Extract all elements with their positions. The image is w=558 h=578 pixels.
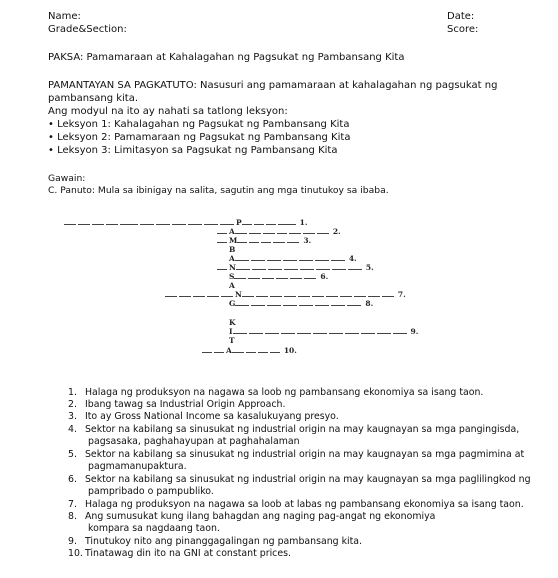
puzzle-number: 4.	[348, 254, 357, 263]
question-continuation: pagsasaka, paghahayupan at paghahalaman	[88, 435, 300, 447]
puzzle-number: 10.	[283, 346, 297, 355]
puzzle-number: 5.	[365, 263, 374, 272]
puzzle-key-letter: N	[229, 263, 236, 272]
puzzle-key-letter: A	[229, 281, 235, 290]
puzzle-row-12[interactable]	[229, 327, 418, 336]
leksyon-1: • Leksyon 1: Kahalagahan ng Pagsukat ng Pambansang Kita	[48, 119, 350, 130]
puzzle-key-letter: A	[226, 346, 232, 355]
question-text: Sektor na kabilang sa sinusukat ng industrial origin na may kaugnayan sa mga pangingisda,	[84, 424, 520, 435]
puzzle-row-2[interactable]	[217, 227, 341, 236]
question-2	[68, 399, 285, 411]
grade-section-label: Grade&Section:	[48, 24, 127, 35]
question-3	[68, 411, 339, 423]
question-number: 9.	[68, 536, 77, 547]
puzzle-key-letter: P	[236, 218, 242, 227]
question-number: 6.	[68, 474, 77, 485]
question-5	[68, 449, 524, 472]
puzzle-number: 9.	[410, 327, 419, 336]
question-text: Ang sumusukat kung ilang bahagdan ang naging pag-angat ng ekonomiya	[84, 511, 436, 522]
puzzle-number: 6.	[320, 272, 329, 281]
question-number: 8.	[68, 511, 77, 522]
name-label: Name:	[48, 11, 81, 22]
puzzle-number: 8.	[365, 299, 374, 308]
puzzle-row-5[interactable]	[229, 254, 357, 263]
puzzle-key-letter: T	[229, 336, 235, 345]
question-text: Halaga ng produksyon na nagawa sa loob at labas ng pambansang ekonomiya sa isang taon.	[84, 499, 524, 510]
question-number: 7.	[68, 499, 77, 510]
score-label: Score:	[447, 24, 479, 35]
puzzle-row-13	[229, 336, 235, 345]
question-text: Tinatawag din ito na GNI at constant prices.	[84, 548, 291, 559]
puzzle-key-letter: A	[229, 254, 235, 263]
question-number: 3.	[68, 411, 77, 422]
question-number: 4.	[68, 424, 77, 435]
puzzle-key-letter: G	[229, 299, 236, 308]
question-text: Ibang tawag sa Industrial Origin Approach.	[84, 399, 286, 410]
date-label: Date:	[447, 11, 475, 22]
question-10	[68, 548, 291, 560]
paksa-heading: PAKSA: Pamamaraan at Kahalagahan ng Pagsukat ng Pambansang Kita	[48, 52, 405, 63]
puzzle-row-11	[229, 318, 236, 327]
gawain-label: Gawain:	[48, 173, 86, 184]
pamantayan-line-1: PAMANTAYAN SA PAGKATUTO: Nasusuri ang pamamaraan at kahalagahan ng pagsukat ng	[48, 80, 498, 91]
puzzle-row-4	[229, 245, 235, 254]
puzzle-number: 7.	[397, 290, 406, 299]
pamantayan-line-2: pambansang kita.	[48, 93, 139, 104]
puzzle-row-8	[229, 281, 235, 290]
question-8	[68, 511, 435, 534]
question-number: 10.	[68, 548, 83, 559]
puzzle-key-letter: I	[229, 327, 233, 336]
puzzle-key-letter: M	[229, 236, 238, 245]
puzzle-key-letter: K	[229, 318, 236, 327]
leksyon-3: • Leksyon 3: Limitasyon sa Pagsukat ng Pambansang Kita	[48, 145, 338, 156]
question-text: Sektor na kabilang sa sinusukat ng industrial origin na may kaugnayan sa mga pagmimina at	[84, 449, 525, 460]
puzzle-row-9[interactable]	[165, 290, 406, 299]
modyul-intro: Ang modyul na ito ay nahati sa tatlong leksyon:	[48, 106, 288, 117]
panuto-text: C. Panuto: Mula sa ibinigay na salita, sagutin ang mga tinutukoy sa ibaba.	[48, 185, 389, 196]
question-text: Ito ay Gross National Income sa kasalukuyang presyo.	[84, 411, 339, 422]
puzzle-number: 3.	[303, 236, 312, 245]
puzzle-number: 2.	[332, 227, 341, 236]
leksyon-2: • Leksyon 2: Pamamaraan ng Pagsukat ng Pambansang Kita	[48, 132, 351, 143]
question-number: 2.	[68, 399, 77, 410]
question-number: 5.	[68, 449, 77, 460]
puzzle-row-1[interactable]	[64, 218, 307, 227]
puzzle-row-7[interactable]	[229, 272, 328, 281]
puzzle-number: 1.	[299, 218, 308, 227]
question-continuation: pagmamanupaktura.	[88, 460, 187, 472]
puzzle-key-letter: S	[229, 272, 235, 281]
question-continuation: kompara sa nagdaang taon.	[88, 522, 220, 534]
question-number: 1.	[68, 387, 77, 398]
puzzle-row-6[interactable]	[217, 263, 374, 272]
question-6	[68, 474, 531, 497]
question-text: Tinutukoy nito ang pinanggagalingan ng pambansang kita.	[84, 536, 363, 547]
question-4	[68, 424, 519, 447]
question-9	[68, 536, 362, 548]
question-1	[68, 387, 483, 399]
question-text: Sektor na kabilang sa sinusukat ng industrial origin na may kaugnayan sa mga paglilingkod ng	[84, 474, 531, 485]
puzzle-key-letter: N	[235, 290, 242, 299]
question-text: Halaga ng produksyon na nagawa sa loob ng pambansang ekonomiya sa isang taon.	[84, 387, 484, 398]
puzzle-key-letter: A	[229, 227, 235, 236]
puzzle-key-letter: B	[229, 245, 236, 254]
question-continuation: pampribado o pampubliko.	[88, 485, 214, 497]
puzzle-row-10[interactable]	[229, 299, 373, 308]
acrostic-puzzle	[60, 214, 420, 362]
puzzle-row-14[interactable]	[202, 346, 297, 355]
question-7	[68, 499, 524, 511]
puzzle-row-3[interactable]	[217, 236, 311, 245]
